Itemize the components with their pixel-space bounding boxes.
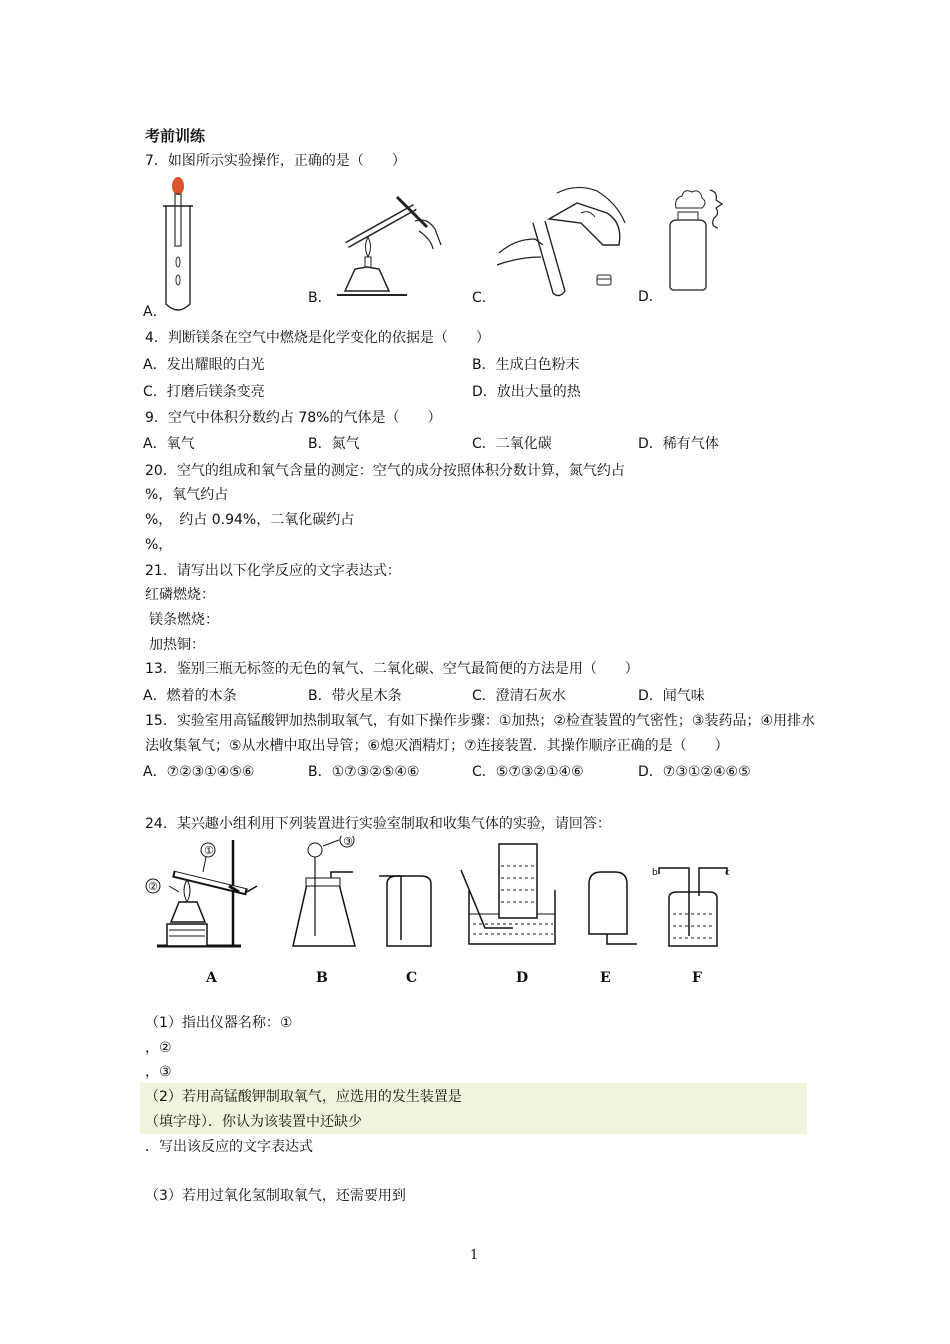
callout-1: ①	[204, 844, 214, 857]
apparatus-a	[146, 840, 257, 946]
callout-2: ②	[148, 880, 158, 893]
port-label-c: c	[725, 868, 730, 878]
q7-option-d: D．	[638, 289, 663, 305]
q15-option-b: B．①⑦③②⑤④⑥	[308, 764, 420, 780]
apparatus-label-f: F	[692, 970, 702, 986]
q21-stem: 21．请写出以下化学反应的文字表达式：	[145, 563, 401, 579]
q13-option-a: A．燃着的木条	[143, 688, 237, 704]
q24-part1-line-1: （1）指出仪器名称：①	[145, 1015, 293, 1031]
page-number: 1	[470, 1248, 479, 1263]
apparatus-b	[293, 836, 355, 946]
q24-part2-line-3: ．写出该反应的文字表达式	[145, 1139, 313, 1155]
q7-option-c: C．	[472, 290, 496, 306]
q21-item-red-phosphorus: 红磷燃烧：	[145, 587, 215, 603]
q20-line-1: 20．空气的组成和氧气含量的测定：空气的成分按照体积分数计算，氮气约占	[145, 463, 625, 479]
q7-figure-d-smelling	[660, 186, 726, 292]
q9-option-a: A．氧气	[143, 436, 195, 452]
q24-part3-line-1: （3）若用过氧化氢制取氧气，还需要用到	[145, 1188, 406, 1204]
apparatus-c	[379, 876, 431, 946]
q13-stem: 13．鉴别三瓶无标签的无色的氧气、二氧化碳、空气最简便的方法是用（ ）	[145, 661, 639, 677]
apparatus-label-c: C	[406, 970, 418, 986]
q7-option-a: A．	[143, 304, 167, 320]
q7-stem: 7．如图所示实验操作，正确的是（ ）	[145, 153, 406, 169]
q20-line-2: %，氧气约占	[145, 487, 229, 503]
q15-option-c: C．⑤⑦③②①④⑥	[472, 764, 584, 780]
apparatus-label-b: B	[316, 970, 328, 986]
q13-option-d: D．闻气味	[638, 688, 705, 704]
dropper-bulb-icon	[172, 177, 184, 195]
apparatus-d	[461, 844, 555, 944]
q24-part2-line-2: （填字母）．你认为该装置中还缺少	[145, 1114, 362, 1130]
q15-line-1: 15．实验室用高锰酸钾加热制取氧气，有如下操作步骤：①加热；②检查装置的气密性；③装药品；④用排水	[145, 713, 816, 729]
q13-option-c: C．澄清石灰水	[472, 688, 566, 704]
q9-stem: 9．空气中体积分数约占 78%的气体是（ ）	[145, 410, 442, 426]
q7-figure-c-pouring	[497, 183, 633, 299]
q15-option-a: A．⑦②③①④⑤⑥	[143, 764, 255, 780]
q24-apparatus-figure	[143, 836, 743, 956]
q4-option-b: B．生成白色粉末	[472, 357, 580, 373]
apparatus-f	[659, 868, 727, 946]
q7-option-b: B．	[308, 290, 332, 306]
apparatus-label-e: E	[600, 970, 611, 986]
q21-item-magnesium: 镁条燃烧：	[149, 612, 219, 628]
q20-line-3: %， 约占 0.94%，二氧化碳约占	[145, 512, 355, 528]
q24-stem: 24．某兴趣小组利用下列装置进行实验室制取和收集气体的实验，请回答：	[145, 816, 611, 832]
apparatus-e	[589, 872, 637, 944]
q7-figure-a-dropper	[160, 176, 200, 314]
q7-figure-b-heating	[327, 187, 445, 299]
q4-stem: 4．判断镁条在空气中燃烧是化学变化的依据是（ ）	[145, 330, 490, 346]
q21-item-copper: 加热铜：	[149, 637, 205, 653]
q24-part1-line-3: ，③	[145, 1064, 172, 1080]
apparatus-label-a: A	[206, 970, 217, 986]
port-label-b: b	[652, 868, 658, 878]
q4-option-c: C．打磨后镁条变亮	[143, 384, 265, 400]
q20-line-4: %，	[145, 537, 173, 553]
q24-part1-line-2: ，②	[145, 1040, 172, 1056]
q9-option-b: B．氮气	[308, 436, 360, 452]
q9-option-d: D．稀有气体	[638, 436, 719, 452]
callout-3: ③	[343, 835, 353, 848]
q15-line-2: 法收集氧气；⑤从水槽中取出导管；⑥熄灭酒精灯；⑦连接装置．其操作顺序正确的是（ ）	[145, 738, 729, 754]
apparatus-label-d: D	[516, 970, 529, 986]
q13-option-b: B．带火星木条	[308, 688, 402, 704]
q4-option-d: D．放出大量的热	[472, 384, 581, 400]
q24-part2-line-1: （2）若用高锰酸钾制取氧气，应选用的发生装置是	[145, 1089, 462, 1105]
q9-option-c: C．二氧化碳	[472, 436, 552, 452]
section-title: 考前训练	[145, 127, 206, 145]
q15-option-d: D．⑦③①②④⑥⑤	[638, 764, 751, 780]
q4-option-a: A．发出耀眼的白光	[143, 357, 265, 373]
